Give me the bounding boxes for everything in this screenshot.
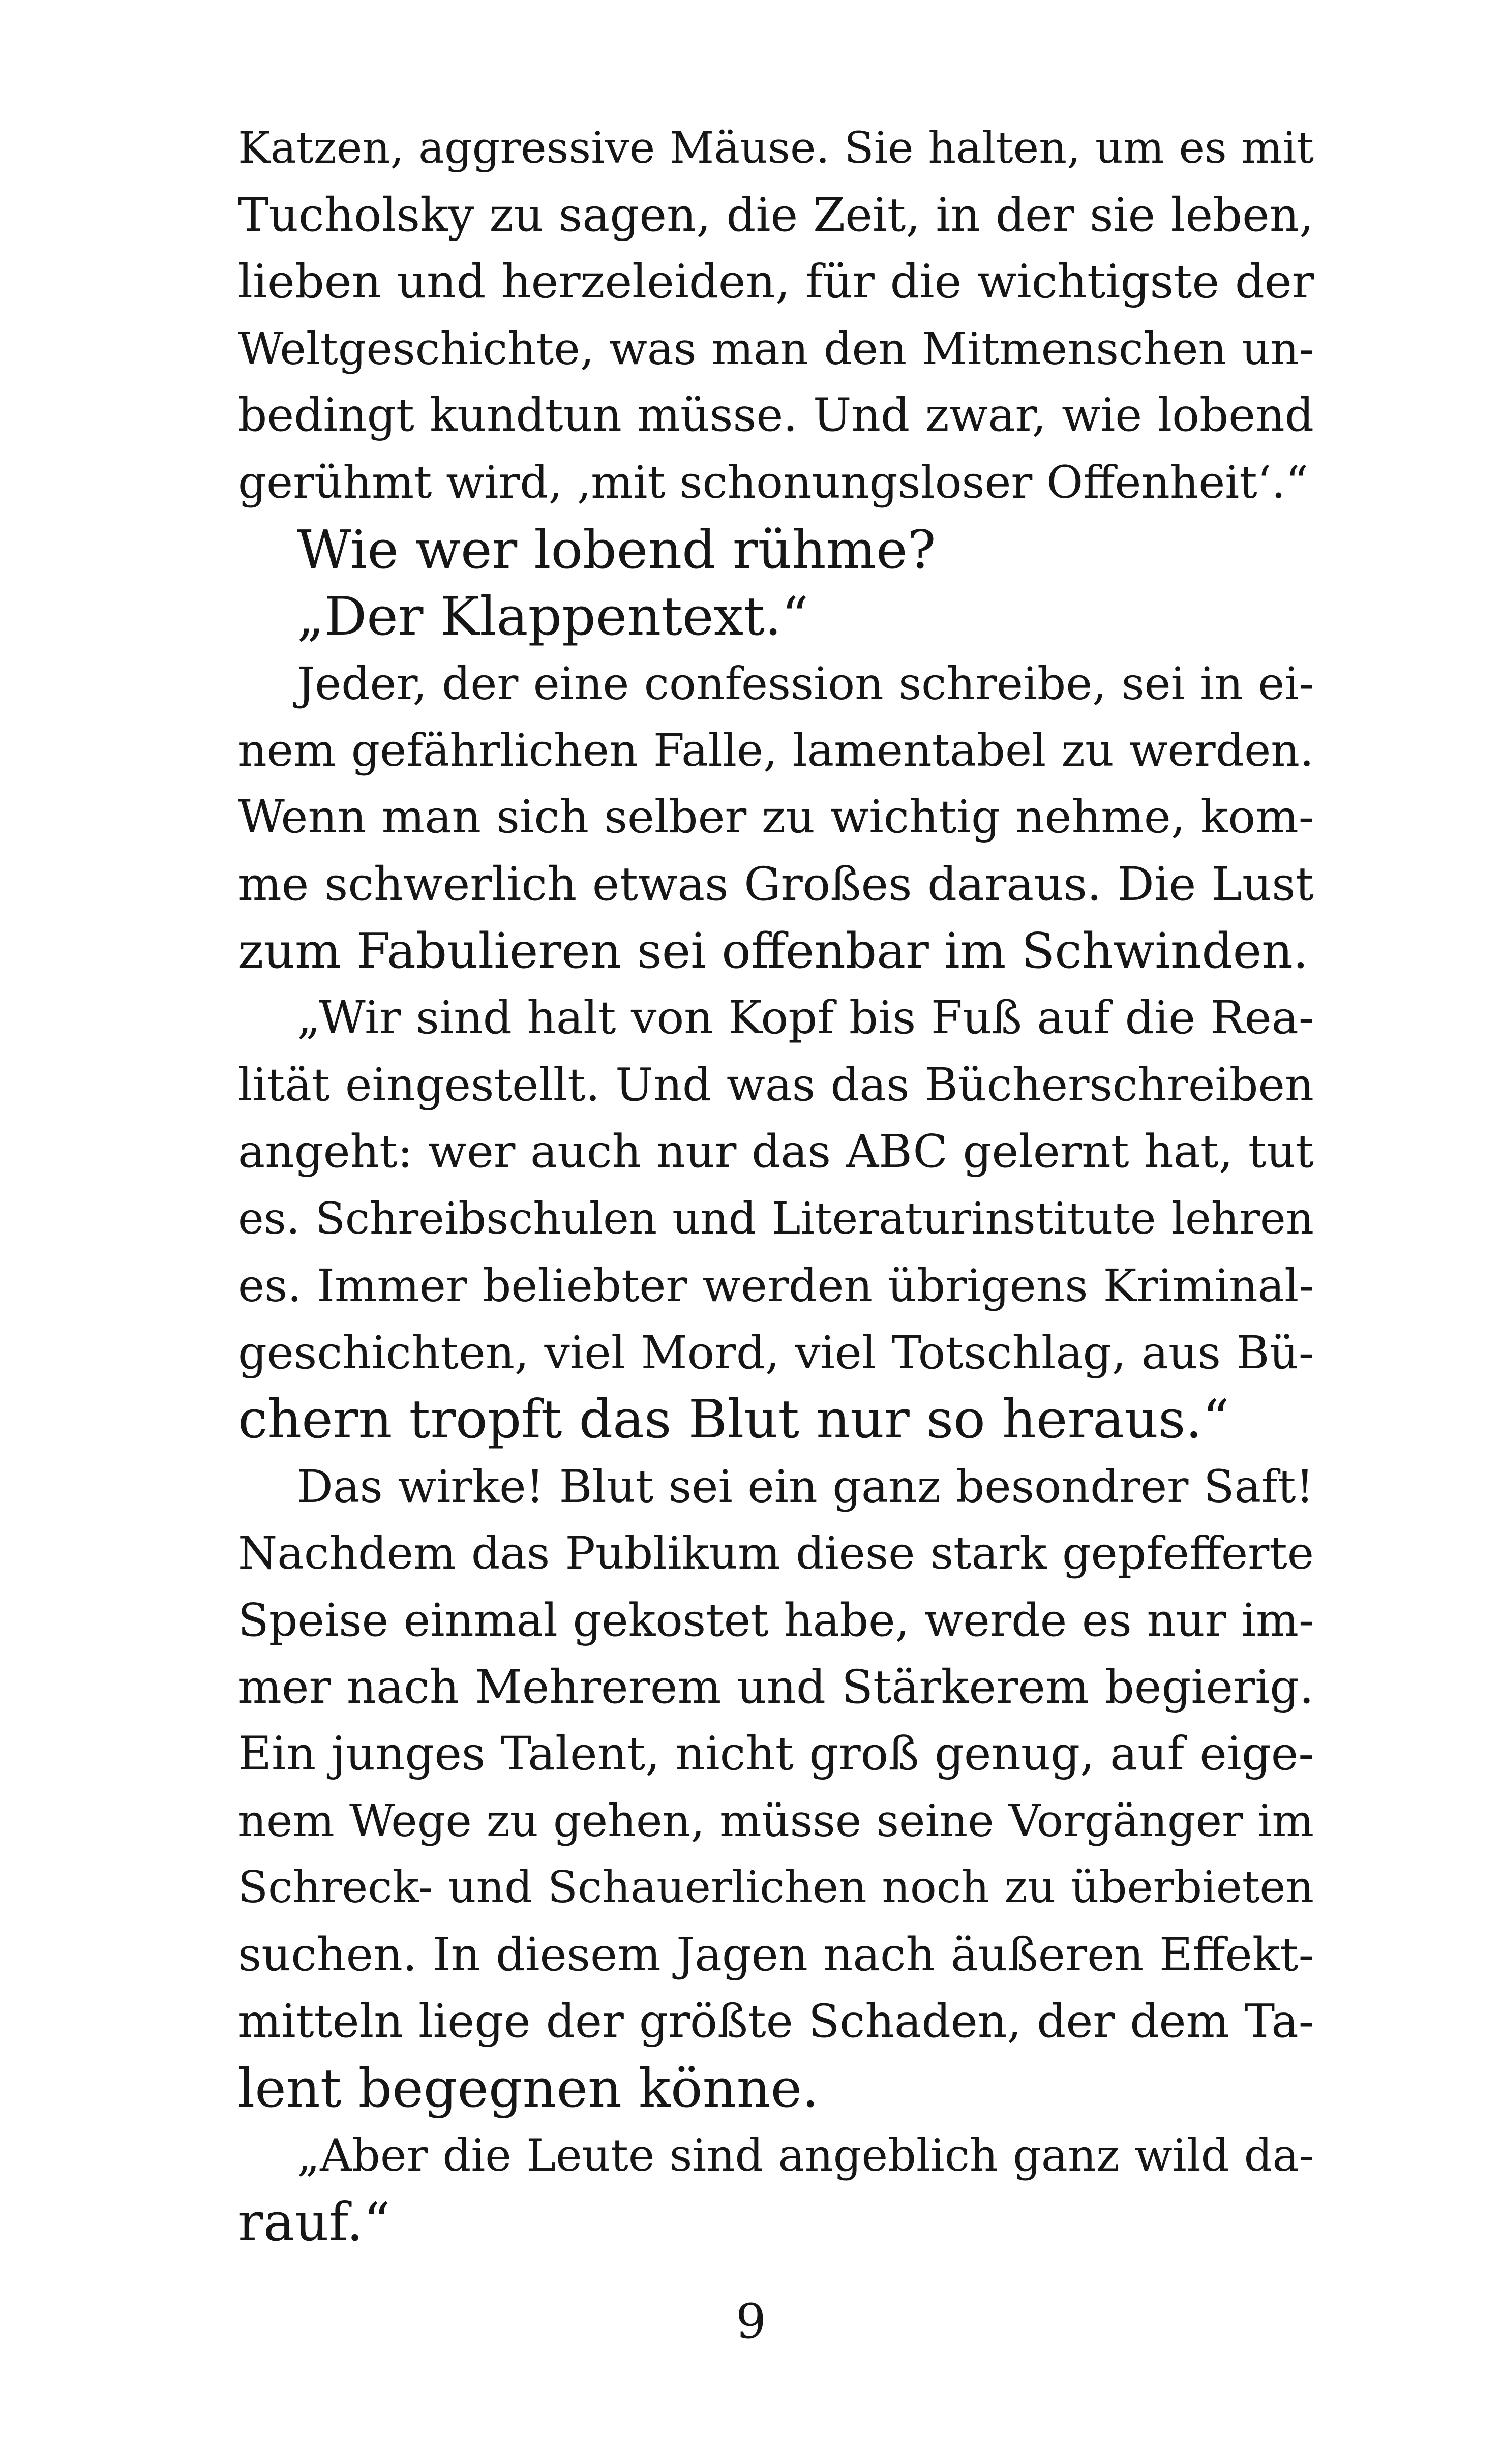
text-line: „Der Klappentext.“ bbox=[297, 585, 809, 648]
text-line: mitteln liege der größte Schaden, der dem Ta- bbox=[238, 1995, 1314, 2048]
body-text bbox=[238, 115, 1314, 2256]
text-line: lieben und herzeleiden, für die wichtigste der bbox=[238, 255, 1314, 309]
text-line: Tucholsky zu sagen, die Zeit, in der sie leben, bbox=[238, 188, 1314, 242]
text-line: angeht: wer auch nur das ABC gelernt hat, tut bbox=[238, 1125, 1314, 1178]
text-line: zum Fabulieren sei offenbar im Schwinden. bbox=[238, 922, 1309, 980]
text-line: lent begegnen könne. bbox=[238, 2057, 819, 2120]
text-line: bedingt kundtun müsse. Und zwar, wie lobend bbox=[238, 389, 1314, 442]
text-line: es. Schreibschulen und Literaturinstitute lehren bbox=[238, 1193, 1314, 1244]
text-line: Schreck- und Schauerlichen noch zu überbieten bbox=[238, 1862, 1314, 1913]
text-line: nem gefährlichen Falle, lamentabel zu werden. bbox=[238, 724, 1314, 777]
text-line: Wie wer lobend rühme? bbox=[297, 518, 936, 581]
text-line: nem Wege zu gehen, müsse seine Vorgänger im bbox=[238, 1795, 1314, 1847]
text-line: chern tropft das Blut nur so heraus.“ bbox=[238, 1388, 1229, 1451]
text-line: Weltgeschichte, was man den Mitmenschen un- bbox=[238, 322, 1314, 375]
text-line: es. Immer beliebter werden übrigens Kriminal- bbox=[238, 1259, 1314, 1312]
text-line: suchen. In diesem Jagen nach äußeren Effekt- bbox=[238, 1928, 1314, 1982]
text-line: Speise einmal gekostet habe, werde es nur im- bbox=[238, 1594, 1314, 1647]
text-line: Jeder, der eine confession schreibe, sei in ei- bbox=[297, 657, 1314, 710]
text-line: Nachdem das Publikum diese stark gepfefferte bbox=[238, 1527, 1314, 1580]
text-line: gerühmt wird, ‚mit schonungsloser Offenheit‘.“ bbox=[238, 456, 1309, 508]
text-line: „Wir sind halt von Kopf bis Fuß auf die Rea- bbox=[297, 991, 1314, 1044]
text-line: Ein junges Talent, nicht groß genug, auf eige- bbox=[238, 1727, 1314, 1781]
text-line: rauf.“ bbox=[238, 2191, 390, 2253]
text-line: „Aber die Leute sind angeblich ganz wild da- bbox=[297, 2129, 1314, 2181]
text-line: Wenn man sich selber zu wichtig nehme, kom- bbox=[238, 790, 1314, 844]
text-line: Das wirke! Blut sei ein ganz besondrer Saft! bbox=[297, 1460, 1314, 1513]
text-line: lität eingestellt. Und was das Bücherschreiben bbox=[238, 1059, 1314, 1111]
text-line: Katzen, aggressive Mäuse. Sie halten, um es mit bbox=[238, 123, 1314, 173]
text-line: geschichten, viel Mord, viel Totschlag, aus Bü- bbox=[238, 1326, 1314, 1379]
text-line: me schwerlich etwas Großes daraus. Die Lust bbox=[238, 857, 1314, 911]
text-line: mer nach Mehrerem und Stärkerem begierig. bbox=[238, 1660, 1314, 1714]
page-number: 9 bbox=[736, 2294, 766, 2350]
